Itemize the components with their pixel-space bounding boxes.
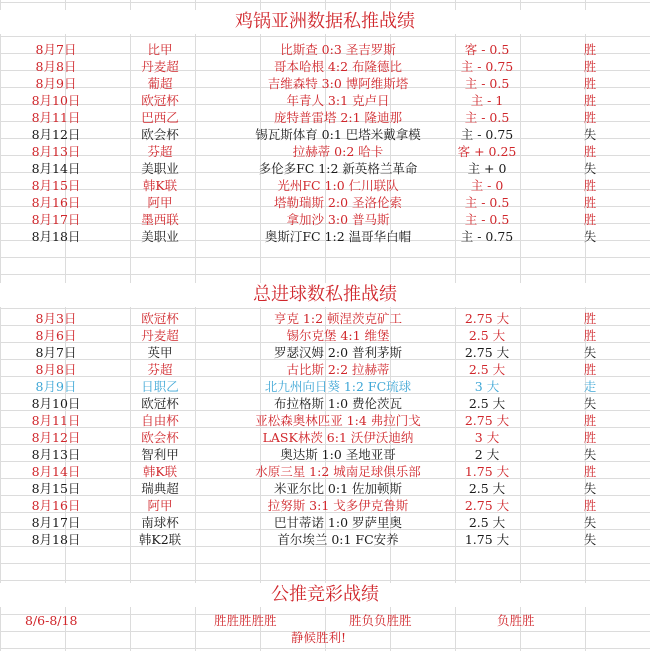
date-cell: 8月15日 [31, 481, 81, 496]
section3-title: 公推竞彩战绩 [0, 583, 650, 607]
lottery-footer: 静候胜利! [291, 630, 347, 645]
league-cell: 智利甲 [141, 447, 179, 462]
match-cell: 布拉格斯 1:0 费伦茨瓦 [273, 396, 403, 411]
result-cell: 失 [583, 515, 597, 530]
result-cell: 胜 [583, 464, 597, 479]
table-row [0, 497, 650, 514]
league-cell: 美职业 [141, 161, 179, 176]
date-cell: 8月12日 [31, 127, 81, 142]
league-cell: 比甲 [147, 42, 173, 57]
pick-cell: 2.5 大 [468, 328, 506, 343]
league-cell: 欧会杯 [141, 430, 179, 445]
lottery-result-group-3: 负胜胜 [497, 613, 535, 628]
match-cell: 光州FC 1:0 仁川联队 [277, 178, 399, 193]
pick-cell: 1.75 大 [464, 532, 510, 547]
table-row [0, 463, 650, 480]
pick-cell: 主 - 0.5 [464, 195, 510, 210]
result-cell: 失 [583, 161, 597, 176]
league-cell: 日职乙 [141, 379, 179, 394]
league-cell: 阿甲 [147, 195, 173, 210]
league-cell: 丹麦超 [141, 328, 179, 343]
date-cell: 8月3日 [35, 311, 77, 326]
date-cell: 8月13日 [31, 447, 81, 462]
match-cell: 塔勒瑞斯 2:0 圣洛伦索 [273, 195, 403, 210]
table-row [0, 177, 650, 194]
table-row [0, 75, 650, 92]
date-cell: 8月9日 [35, 76, 77, 91]
pick-cell: 主 - 0.5 [464, 110, 510, 125]
league-cell: 欧会杯 [141, 127, 179, 142]
pick-cell: 1.75 大 [464, 464, 510, 479]
date-cell: 8月17日 [31, 212, 81, 227]
date-cell: 8月8日 [35, 362, 77, 377]
table-row [0, 211, 650, 228]
result-cell: 胜 [583, 76, 597, 91]
league-cell: 韩K2联 [138, 532, 182, 547]
result-cell: 胜 [583, 212, 597, 227]
table-row [0, 531, 650, 548]
result-cell: 胜 [583, 362, 597, 377]
pick-cell: 主 - 1 [470, 93, 504, 108]
pick-cell: 2.5 大 [468, 362, 506, 377]
result-cell: 胜 [583, 498, 597, 513]
table-row [0, 480, 650, 497]
table-row [0, 395, 650, 412]
pick-cell: 2.75 大 [464, 345, 510, 360]
pick-cell: 主 - 0 [470, 178, 504, 193]
section1-title: 鸡锅亚洲数据私推战绩 [0, 10, 650, 34]
match-cell: 拉努斯 3:1 戈多伊克鲁斯 [267, 498, 409, 513]
match-cell: 水原三星 1:2 城南足球俱乐部 [255, 464, 421, 479]
league-cell: 丹麦超 [141, 59, 179, 74]
pick-cell: 2.75 大 [464, 311, 510, 326]
result-cell: 胜 [583, 195, 597, 210]
match-cell: 锡尔克堡 4:1 维堡 [286, 328, 390, 343]
match-cell: 罗瑟汉姆 2:0 普利茅斯 [273, 345, 403, 360]
match-cell: 奥达斯 1:0 圣地亚哥 [280, 447, 396, 462]
match-cell: 多伦多FC 1:2 新英格兰革命 [258, 161, 418, 176]
pick-cell: 2.5 大 [468, 515, 506, 530]
lottery-result-group-1: 胜胜胜胜胜 [214, 613, 277, 628]
date-cell: 8月14日 [31, 464, 81, 479]
league-cell: 葡超 [147, 76, 173, 91]
pick-cell: 主 + 0 [467, 161, 507, 176]
table-row [0, 58, 650, 75]
table-row [0, 327, 650, 344]
date-cell: 8月11日 [31, 110, 81, 125]
league-cell: 芬超 [147, 144, 173, 159]
match-cell: 庞特普雷塔 2:1 隆迪那 [273, 110, 403, 125]
pick-cell: 客 + 0.25 [457, 144, 517, 159]
lottery-date-range: 8/6-8/18 [25, 613, 78, 628]
result-cell: 胜 [583, 430, 597, 445]
result-cell: 胜 [583, 110, 597, 125]
table-row [0, 109, 650, 126]
league-cell: 欧冠杯 [141, 396, 179, 411]
pick-cell: 主 - 0.75 [460, 127, 514, 142]
result-cell: 胜 [583, 311, 597, 326]
table-row [0, 228, 650, 245]
date-cell: 8月11日 [31, 413, 81, 428]
match-cell: 比斯查 0:3 圣吉罗斯 [280, 42, 396, 57]
table-row [0, 126, 650, 143]
match-cell: 米亚尔比 0:1 佐加顿斯 [273, 481, 403, 496]
league-cell: 南球杯 [141, 515, 179, 530]
league-cell: 欧冠杯 [141, 311, 179, 326]
table-row [0, 143, 650, 160]
league-cell: 芬超 [147, 362, 173, 377]
pick-cell: 主 - 0.5 [464, 76, 510, 91]
match-cell: 首尔埃兰 0:1 FC安养 [277, 532, 399, 547]
result-cell: 失 [583, 345, 597, 360]
match-cell: 亨克 1:2 顿涅茨克矿工 [273, 311, 403, 326]
pick-cell: 2.5 大 [468, 396, 506, 411]
match-cell: 锡瓦斯体育 0:1 巴塔米戴拿模 [255, 127, 421, 142]
match-cell: 亚松森奥林匹亚 1:4 弗拉门戈 [255, 413, 421, 428]
table-row [0, 92, 650, 109]
result-cell: 胜 [583, 144, 597, 159]
match-cell: 哥本哈根 4:2 布隆德比 [273, 59, 403, 74]
date-cell: 8月13日 [31, 144, 81, 159]
league-cell: 韩K联 [142, 464, 178, 479]
league-cell: 英甲 [147, 345, 173, 360]
result-cell: 胜 [583, 93, 597, 108]
result-cell: 失 [583, 481, 597, 496]
date-cell: 8月10日 [31, 93, 81, 108]
result-cell: 失 [583, 447, 597, 462]
table-row [0, 446, 650, 463]
result-cell: 胜 [583, 328, 597, 343]
table-row [0, 310, 650, 327]
result-cell: 失 [583, 396, 597, 411]
match-cell: 北九州向日葵 1:2 FC琉球 [264, 379, 412, 394]
pick-cell: 客 - 0.5 [464, 42, 510, 57]
table-row [0, 344, 650, 361]
pick-cell: 主 - 0.5 [464, 212, 510, 227]
match-cell: 巴甘蒂诺 1:0 罗萨里奥 [273, 515, 403, 530]
date-cell: 8月8日 [35, 59, 77, 74]
table-row [0, 514, 650, 531]
result-cell: 失 [583, 532, 597, 547]
table-row [0, 160, 650, 177]
date-cell: 8月7日 [35, 345, 77, 360]
pick-cell: 主 - 0.75 [460, 229, 514, 244]
result-cell: 胜 [583, 59, 597, 74]
date-cell: 8月6日 [35, 328, 77, 343]
lottery-result-group-2: 胜负负胜胜 [349, 613, 412, 628]
date-cell: 8月9日 [35, 379, 77, 394]
match-cell: 拿加沙 3:0 普马斯 [286, 212, 390, 227]
table-row [0, 412, 650, 429]
league-cell: 墨西联 [141, 212, 179, 227]
pick-cell: 2.75 大 [464, 498, 510, 513]
league-cell: 阿甲 [147, 498, 173, 513]
match-cell: 奥斯汀FC 1:2 温哥华白帽 [264, 229, 412, 244]
result-cell: 失 [583, 127, 597, 142]
pick-cell: 2 大 [474, 447, 500, 462]
table-row [0, 194, 650, 211]
result-cell: 失 [583, 229, 597, 244]
table-row [0, 361, 650, 378]
league-cell: 韩K联 [142, 178, 178, 193]
date-cell: 8月17日 [31, 515, 81, 530]
date-cell: 8月18日 [31, 532, 81, 547]
date-cell: 8月14日 [31, 161, 81, 176]
match-cell: 古比斯 2:2 拉赫蒂 [286, 362, 390, 377]
match-cell: 拉赫蒂 0:2 哈卡 [292, 144, 384, 159]
pick-cell: 2.5 大 [468, 481, 506, 496]
league-cell: 自由杯 [141, 413, 179, 428]
league-cell: 美职业 [141, 229, 179, 244]
date-cell: 8月16日 [31, 195, 81, 210]
pick-cell: 2.75 大 [464, 413, 510, 428]
pick-cell: 3 大 [474, 379, 500, 394]
date-cell: 8月12日 [31, 430, 81, 445]
date-cell: 8月16日 [31, 498, 81, 513]
pick-cell: 3 大 [474, 430, 500, 445]
result-cell: 胜 [583, 42, 597, 57]
match-cell: LASK林茨 6:1 沃伊沃迪纳 [262, 430, 414, 445]
league-cell: 瑞典超 [141, 481, 179, 496]
match-cell: 年青人 3:1 克卢日 [286, 93, 390, 108]
section2-title: 总进球数私推战绩 [0, 283, 650, 307]
table-row [0, 429, 650, 446]
match-cell: 吉维森特 3:0 博阿维斯塔 [267, 76, 409, 91]
date-cell: 8月18日 [31, 229, 81, 244]
date-cell: 8月15日 [31, 178, 81, 193]
table-row [0, 378, 650, 395]
result-cell: 胜 [583, 413, 597, 428]
date-cell: 8月10日 [31, 396, 81, 411]
table-row [0, 41, 650, 58]
result-cell: 走 [583, 379, 597, 394]
league-cell: 巴西乙 [141, 110, 179, 125]
date-cell: 8月7日 [35, 42, 77, 57]
result-cell: 胜 [583, 178, 597, 193]
pick-cell: 主 - 0.75 [460, 59, 514, 74]
league-cell: 欧冠杯 [141, 93, 179, 108]
